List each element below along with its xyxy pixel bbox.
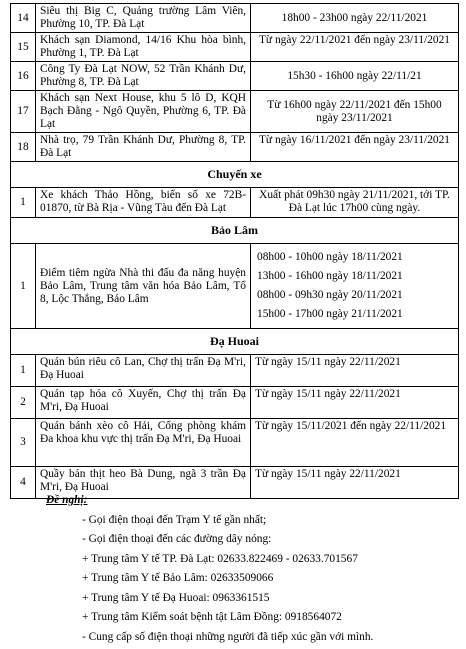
row-number: 15: [11, 33, 36, 62]
section-heading-chuyen-xe: Chuyến xe: [11, 162, 459, 188]
time-slot: 13h00 - 16h00 ngày 18/11/2021: [257, 270, 403, 282]
table-row: [11, 188, 459, 218]
time-cell: Từ ngày 15/11/2021 đến ngày 22/11/2021: [251, 419, 459, 467]
section-row: [11, 162, 459, 188]
location-cell: Quán bún riêu cô Lan, Chợ thị trấn Đạ M'ri, Đạ Huoai: [36, 355, 251, 387]
time-slot: 08h00 - 09h30 ngày 20/11/2021: [257, 289, 403, 301]
time-cell: Từ 16h00 ngày 22/11/2021 đến 15h00 ngày 23/11/2021: [251, 91, 459, 133]
location-cell: Điểm tiêm ngừa Nhà thi đấu đa năng huyện Bảo Lâm, Trung tâm văn hóa Bảo Lâm, Tổ 8, Lộc Thắng, Bảo Lâm: [36, 244, 251, 329]
time-cell: Từ ngày 15/11 ngày 22/11/2021: [251, 387, 459, 419]
row-number: 14: [11, 4, 36, 33]
location-table: [10, 3, 459, 499]
table-row: [11, 133, 459, 162]
section-heading-da-huoai: Đạ Huoai: [11, 329, 459, 355]
row-number: 1: [11, 355, 36, 387]
section-row: [11, 218, 459, 244]
row-number: 1: [11, 244, 36, 329]
time-cell: Từ ngày 16/11/2021 đến ngày 23/11/2021: [251, 133, 459, 162]
section-heading-bao-lam: Bảo Lâm: [11, 218, 459, 244]
recommendation-item: - Cung cấp số điện thoại những người đã tiếp xúc gần với mình.: [82, 630, 374, 643]
table-row: [11, 4, 459, 33]
hotline-item: + Trung tâm Y tế TP. Đà Lạt: 02633.822469 - 02633.701567: [82, 552, 358, 565]
time-slot: 08h00 - 10h00 ngày 18/11/2021: [257, 251, 403, 263]
row-number: 4: [11, 467, 36, 499]
row-number: 2: [11, 387, 36, 419]
section-row: [11, 329, 459, 355]
time-cell: Từ ngày 15/11 ngày 22/11/2021: [251, 355, 459, 387]
recommendations-heading: Đề nghị:: [46, 494, 88, 506]
recommendation-item: - Gọi điện thoại đến các đường dây nóng:: [82, 533, 272, 545]
row-number: 1: [11, 188, 36, 218]
location-cell: Quán tạp hóa cô Xuyến, Chợ thị trấn Đạ M'ri, Đạ Huoai: [36, 387, 251, 419]
table-row: [11, 62, 459, 91]
table-row: [11, 419, 459, 467]
table-row: [11, 387, 459, 419]
table-row: [11, 91, 459, 133]
location-cell: Siêu thị Big C, Quảng trường Lâm Viên, Phường 10, TP. Đà Lạt: [36, 4, 251, 33]
row-number: 17: [11, 91, 36, 133]
location-cell: Khách sạn Diamond, 14/16 Khu hòa bình, Phường 1, TP. Đà Lạt: [36, 33, 251, 62]
hotline-item: + Trung tâm Y tế Đạ Huoai: 0963361515: [82, 591, 270, 604]
row-number: 18: [11, 133, 36, 162]
hotline-item: + Trung tâm Kiểm soát bệnh tật Lâm Đồng: 0918564072: [82, 611, 342, 623]
time-cell: 15h30 - 16h00 ngày 22/11/21: [251, 62, 459, 91]
time-cell: 18h00 - 23h00 ngày 22/11/2021: [251, 4, 459, 33]
time-cell: Xuất phát 09h30 ngày 21/11/2021, tới TP. Đà Lạt lúc 17h00 cùng ngày.: [251, 188, 459, 218]
recommendations: [10, 491, 459, 647]
time-cell: [251, 244, 459, 329]
time-cell: Từ ngày 15/11 ngày 22/11/2021: [251, 467, 459, 499]
recommendation-item: - Gọi điện thoại đến Trạm Y tế gần nhất;: [82, 513, 267, 526]
time-slot: 15h00 - 17h00 ngày 21/11/2021: [257, 308, 403, 320]
time-cell: Từ ngày 22/11/2021 đến ngày 23/11/2021: [251, 33, 459, 62]
row-number: 16: [11, 62, 36, 91]
table-row: [11, 355, 459, 387]
location-cell: Nhà trọ, 79 Trần Khánh Dư, Phường 8, TP. Đà Lạt: [36, 133, 251, 162]
location-cell: Khách sạn Next House, khu 5 lô D, KQH Bạch Đằng - Ngô Quyền, Phường 6, TP. Đà Lạt: [36, 91, 251, 133]
row-number: 3: [11, 419, 36, 467]
table-row: [11, 244, 459, 329]
location-cell: Quán bánh xèo cô Hải, Cổng phòng khám Đa khoa khu vực thị trấn Đạ M'ri, Đạ Huoai: [36, 419, 251, 467]
location-cell: Xe khách Thảo Hồng, biển số xe 72B-01870, từ Bà Rịa - Vũng Tàu đến Đà Lạt: [36, 188, 251, 218]
hotline-item: + Trung tâm Y tế Bảo Lâm: 02633509066: [82, 572, 274, 584]
location-cell: Công Ty Đà Lạt NOW, 52 Trần Khánh Dư, Phường 8, TP. Đà Lạt: [36, 62, 251, 91]
location-cell: Quầy bán thịt heo Bà Dung, ngã 3 trần Đạ M'ri, Đạ Huoai: [36, 467, 251, 499]
table-row: [11, 33, 459, 62]
